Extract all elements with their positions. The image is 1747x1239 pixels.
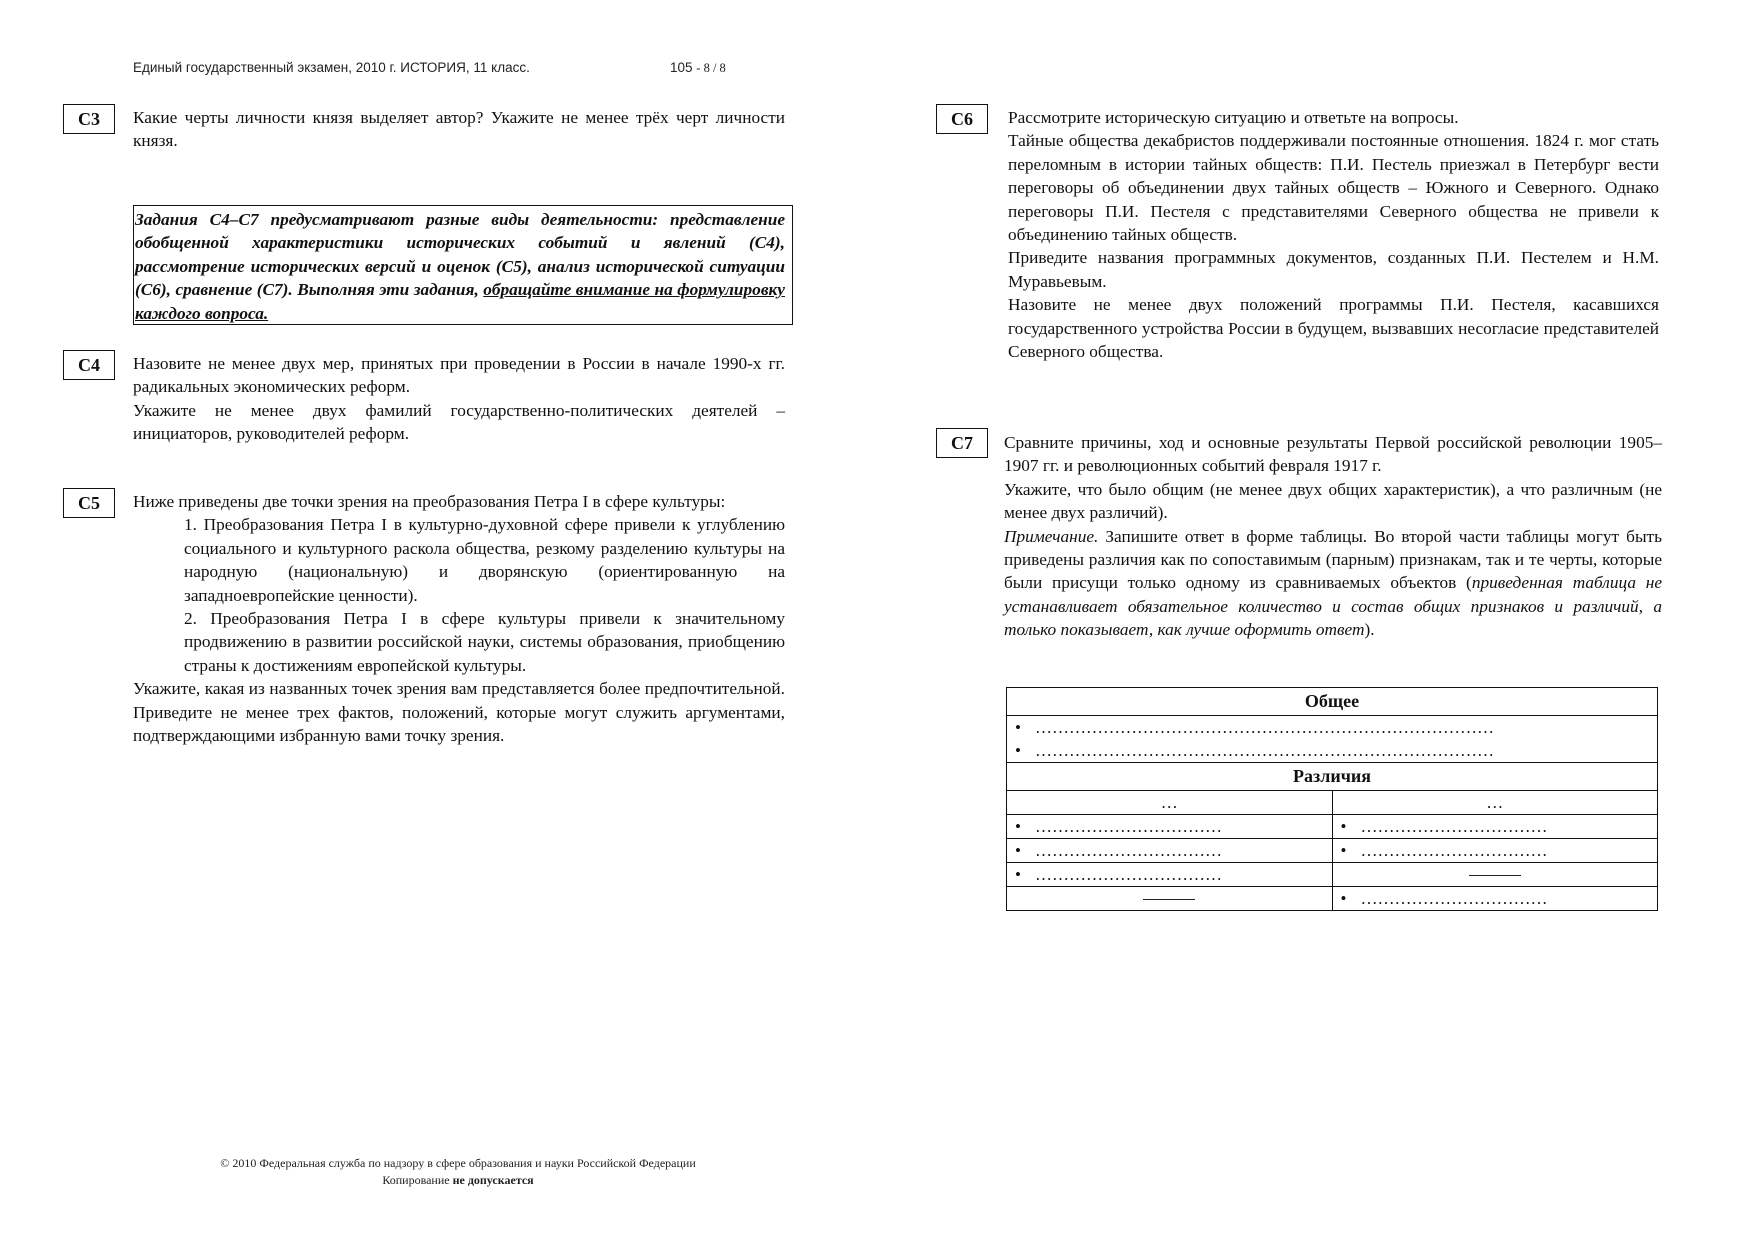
task-label-c3: С3 [63, 104, 115, 134]
task-label-c5: С5 [63, 488, 115, 518]
diff-row: • …………………………… [1340, 840, 1548, 860]
copyright: © 2010 Федеральная служба по надзору в сфере образования и науки Российской Федерации [220, 1156, 696, 1170]
task-label-c4: С4 [63, 350, 115, 380]
answer-table [1006, 687, 1658, 911]
empty-dash [1469, 875, 1521, 876]
common-header: Общее [1007, 688, 1658, 716]
differences-header: Различия [1007, 763, 1658, 791]
page-footer [198, 1155, 718, 1189]
task-c4-text: Назовите не менее двух мер, принятых при проведении в России в начале 1990-х гг. радикальных экономических реформ. Укажите не менее двух фамилий государственно-политических деятелей – инициаторов, руководителей реформ. [133, 354, 785, 444]
diff-row: • …………………………… [1015, 864, 1222, 884]
exam-title: Единый государственный экзамен, 2010 г. ИСТОРИЯ, 11 класс. [133, 60, 530, 75]
task-label-c6: С6 [936, 104, 988, 134]
diff-row: • …………………………… [1015, 840, 1222, 860]
instructions-box: Задания С4–С7 предусматривают разные виды деятельности: представление обобщенной характеристики исторических событий и явлений (С4), рассмотрение исторических версий и оценок (С5), анализ исторической ситуации (С6), сравнение (С7). Выполняя эти задания, обращайте внимание на формулировку каждого вопроса. [133, 205, 793, 325]
task-c6-text: Рассмотрите историческую ситуацию и ответьте на вопросы. Тайные общества декабристов поддерживали постоянные отношения. 1824 г. мог стать переломным в истории тайных обществ: П.И. Пестель приезжал в Петербург вести переговоры об объединении двух тайных обществ – Южного и Северного. Однако переговоры П.И. Пестеля с представителями Северного общества не привели к объединению тайных обществ. Приведите названия программных документов, созданных П.И. Пестелем и Н.М. Муравьевым. Назовите не менее двух положений программы П.И. Пестеля, касавшихся государственного устройства России в будущем, вызвавших несогласие представителей Северного общества. [1008, 108, 1659, 362]
diff-col-1-header: … [1007, 791, 1333, 815]
diff-row: • …………………………… [1015, 816, 1222, 836]
diff-col-2-header: … [1332, 791, 1658, 815]
view-2: 2. Преобразования Петра I в сфере культуры привели к значительному продвижению в развитии российской науки, системы образования, приобщению страны к достижениям европейской культуры. [184, 609, 785, 675]
diff-row: • …………………………… [1340, 816, 1548, 836]
task-c5-text: Ниже приведены две точки зрения на преобразования Петра I в сфере культуры: 1. Преобразования Петра I в культурно-духовной сфере привели к углублению социального и культурного раскола общества, резкому разделению культуры на народную (национальную) и дворянскую (ориентированную на западноевропейские ценности). 2. Преобразования Петра I в сфере культуры привели к значительному продвижению в развитии российской науки, системы образования, приобщению страны к достижениям европейской культуры. Укажите, какая из названных точек зрения вам представляется более предпочтительной. Приведите не менее трех фактов, положений, которые могут служить аргументами, подтверждающими избранную вами точку зрения. [133, 492, 785, 746]
copy-notice: Копирование не допускается [382, 1173, 534, 1187]
page-header [133, 60, 726, 75]
task-c3-text: Какие черты личности князя выделяет автор? Укажите не менее трёх черт личности князя. [133, 108, 785, 151]
common-row: • ……………………………………………………………………… [1015, 740, 1494, 760]
page-number: 105 - 8 / 8 [670, 60, 726, 75]
diff-row: • …………………………… [1340, 888, 1548, 908]
common-row: • ……………………………………………………………………… [1015, 717, 1494, 737]
empty-dash [1143, 899, 1195, 900]
view-1: 1. Преобразования Петра I в культурно-духовной сфере привели к углублению социального и культурного раскола общества, резкому разделению культуры на народную (национальную) и дворянскую (ориентированную на западноевропейские ценности). [184, 515, 785, 605]
task-label-c7: С7 [936, 428, 988, 458]
task-c7-text: Сравните причины, ход и основные результаты Первой российской революции 1905–1907 гг. и революционных событий февраля 1917 г. Укажите, что было общим (не менее двух общих характеристик), а что различным (не менее двух различий). Примечание. Запишите ответ в форме таблицы. Во второй части таблицы могут быть приведены различия как по сопоставимым (парным) признакам, так и те черты, которые были присущи только одному из сравниваемых объектов (приведенная таблица не устанавливает обязательное количество и состав общих признаков и различий, а только показывает, как лучше оформить ответ). [1004, 433, 1662, 640]
